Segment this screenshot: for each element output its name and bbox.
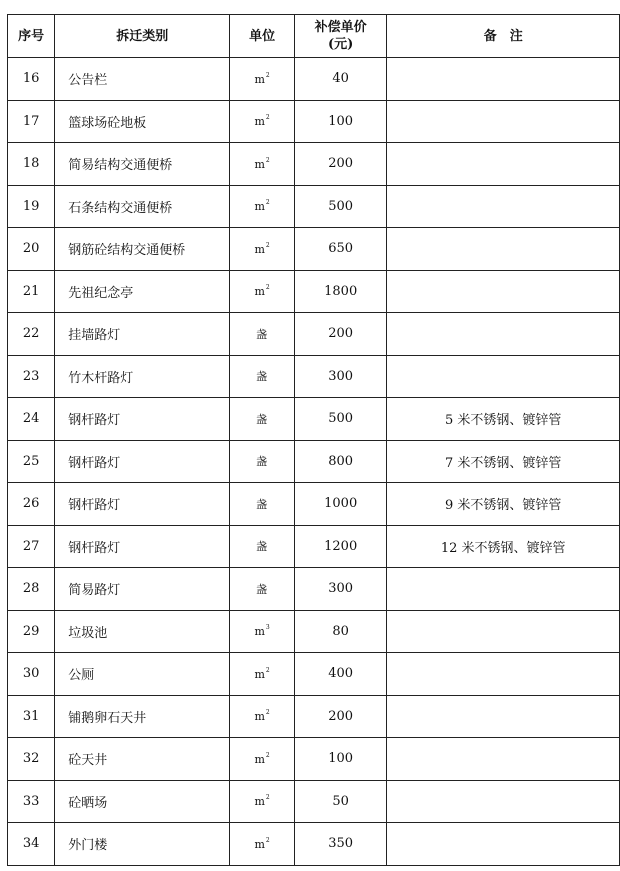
row-price: 300 (294, 568, 386, 611)
row-price: 50 (294, 780, 386, 823)
row-no: 23 (8, 355, 55, 398)
row-price: 200 (294, 143, 386, 186)
table-row (8, 483, 620, 526)
unit-exponent: 2 (265, 836, 270, 844)
table-header-row (8, 15, 620, 58)
row-no: 18 (8, 143, 55, 186)
row-no: 29 (8, 610, 55, 653)
row-unit (230, 738, 295, 781)
unit-exponent: 2 (265, 114, 270, 122)
unit-exponent: 2 (265, 71, 270, 79)
row-price: 200 (294, 695, 386, 738)
unit-base: 盏 (256, 455, 268, 469)
table-row (8, 440, 620, 483)
row-no: 21 (8, 270, 55, 313)
table-row (8, 610, 620, 653)
table-row (8, 780, 620, 823)
row-category: 竹木杆路灯 (55, 355, 230, 398)
row-category: 钢筋砼结构交通便桥 (55, 228, 230, 271)
table-row (8, 100, 620, 143)
row-category: 铺鹅卵石天井 (55, 695, 230, 738)
table-row (8, 143, 620, 186)
row-price: 100 (294, 738, 386, 781)
unit-base: m (254, 157, 265, 171)
table-row (8, 525, 620, 568)
row-no: 25 (8, 440, 55, 483)
unit-base: m (254, 242, 265, 256)
row-category: 钢杆路灯 (55, 398, 230, 441)
table-row (8, 568, 620, 611)
row-note (387, 738, 620, 781)
row-price: 500 (294, 398, 386, 441)
table-row (8, 695, 620, 738)
table-row (8, 653, 620, 696)
row-price: 100 (294, 100, 386, 143)
row-no: 33 (8, 780, 55, 823)
row-category: 外门楼 (55, 823, 230, 866)
row-category: 钢杆路灯 (55, 525, 230, 568)
row-price: 300 (294, 355, 386, 398)
row-unit (230, 58, 295, 101)
row-note (387, 568, 620, 611)
table-row (8, 355, 620, 398)
row-note (387, 780, 620, 823)
row-category: 钢杆路灯 (55, 483, 230, 526)
row-no: 26 (8, 483, 55, 526)
row-unit (230, 185, 295, 228)
row-unit (230, 780, 295, 823)
row-category: 砼晒场 (55, 780, 230, 823)
row-no: 16 (8, 58, 55, 101)
row-no: 20 (8, 228, 55, 271)
unit-exponent: 2 (265, 241, 270, 249)
row-note (387, 100, 620, 143)
unit-base: m (254, 285, 265, 299)
table-row (8, 398, 620, 441)
row-category: 钢杆路灯 (55, 440, 230, 483)
unit-exponent: 2 (265, 284, 270, 292)
row-unit (230, 100, 295, 143)
row-note (387, 823, 620, 866)
row-price: 40 (294, 58, 386, 101)
row-no: 27 (8, 525, 55, 568)
table-row (8, 270, 620, 313)
header-note: 备 注 (387, 15, 620, 58)
row-no: 19 (8, 185, 55, 228)
unit-base: m (254, 625, 265, 639)
unit-base: m (254, 795, 265, 809)
unit-exponent: 2 (265, 199, 270, 207)
row-unit (230, 398, 295, 441)
row-category: 石条结构交通便桥 (55, 185, 230, 228)
row-unit (230, 568, 295, 611)
unit-base: m (254, 837, 265, 851)
row-unit (230, 483, 295, 526)
row-price: 800 (294, 440, 386, 483)
header-unit: 单位 (230, 15, 295, 58)
row-price: 200 (294, 313, 386, 356)
row-category: 公厕 (55, 653, 230, 696)
row-category: 篮球场砼地板 (55, 100, 230, 143)
row-category: 简易路灯 (55, 568, 230, 611)
row-price: 80 (294, 610, 386, 653)
row-unit (230, 270, 295, 313)
row-no: 32 (8, 738, 55, 781)
unit-base: m (254, 752, 265, 766)
row-note (387, 653, 620, 696)
row-note (387, 228, 620, 271)
row-note: 12 米不锈钢、镀锌管 (387, 525, 620, 568)
unit-base: m (254, 200, 265, 214)
row-price: 500 (294, 185, 386, 228)
unit-base: m (254, 667, 265, 681)
row-category: 挂墙路灯 (55, 313, 230, 356)
row-note (387, 695, 620, 738)
row-note: 5 米不锈钢、镀锌管 (387, 398, 620, 441)
row-note: 9 米不锈钢、镀锌管 (387, 483, 620, 526)
row-note (387, 313, 620, 356)
header-price-line1: 补偿单价 (314, 20, 367, 35)
row-price: 1200 (294, 525, 386, 568)
row-no: 17 (8, 100, 55, 143)
unit-base: 盏 (256, 582, 268, 596)
unit-base: 盏 (256, 412, 268, 426)
row-price: 1000 (294, 483, 386, 526)
compensation-table (7, 14, 620, 866)
unit-base: 盏 (256, 497, 268, 511)
row-category: 垃圾池 (55, 610, 230, 653)
row-no: 31 (8, 695, 55, 738)
unit-exponent: 2 (265, 794, 270, 802)
unit-exponent: 2 (265, 751, 270, 759)
table-row (8, 313, 620, 356)
unit-base: m (254, 72, 265, 86)
row-unit (230, 440, 295, 483)
row-note (387, 355, 620, 398)
row-no: 24 (8, 398, 55, 441)
row-unit (230, 228, 295, 271)
row-category: 公告栏 (55, 58, 230, 101)
row-note (387, 185, 620, 228)
row-category: 先祖纪念亭 (55, 270, 230, 313)
row-note (387, 610, 620, 653)
unit-base: 盏 (256, 370, 268, 384)
row-no: 28 (8, 568, 55, 611)
row-unit (230, 653, 295, 696)
unit-exponent: 2 (265, 666, 270, 674)
table-row (8, 185, 620, 228)
row-no: 34 (8, 823, 55, 866)
row-no: 22 (8, 313, 55, 356)
row-unit (230, 610, 295, 653)
row-price: 650 (294, 228, 386, 271)
unit-base: m (254, 115, 265, 129)
unit-base: m (254, 710, 265, 724)
row-unit (230, 823, 295, 866)
row-note (387, 270, 620, 313)
row-unit (230, 143, 295, 186)
row-category: 砼天井 (55, 738, 230, 781)
header-price (294, 15, 386, 58)
unit-exponent: 3 (265, 624, 270, 632)
row-price: 350 (294, 823, 386, 866)
header-no: 序号 (8, 15, 55, 58)
row-price: 1800 (294, 270, 386, 313)
row-note (387, 58, 620, 101)
table-row (8, 738, 620, 781)
row-unit (230, 355, 295, 398)
table-row (8, 228, 620, 271)
header-category: 拆迁类别 (55, 15, 230, 58)
table-row (8, 823, 620, 866)
row-price: 400 (294, 653, 386, 696)
unit-exponent: 2 (265, 709, 270, 717)
row-unit (230, 525, 295, 568)
row-unit (230, 313, 295, 356)
row-unit (230, 695, 295, 738)
unit-base: 盏 (256, 540, 268, 554)
row-note: 7 米不锈钢、镀锌管 (387, 440, 620, 483)
table-body (8, 58, 620, 866)
table-row (8, 58, 620, 101)
row-no: 30 (8, 653, 55, 696)
row-category: 简易结构交通便桥 (55, 143, 230, 186)
row-note (387, 143, 620, 186)
unit-base: 盏 (256, 327, 268, 341)
unit-exponent: 2 (265, 156, 270, 164)
header-price-line2: (元) (328, 37, 354, 52)
